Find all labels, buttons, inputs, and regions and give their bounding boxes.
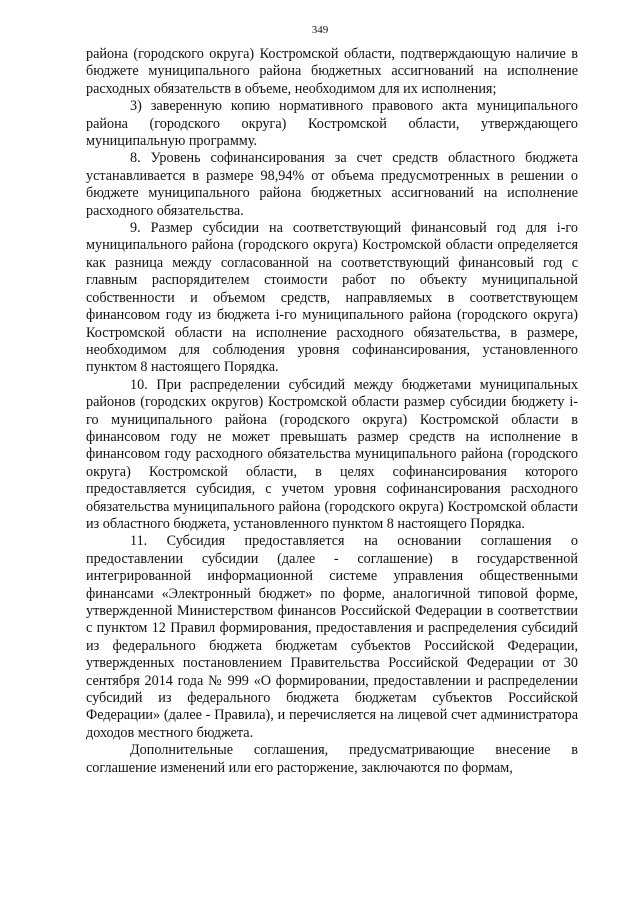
- paragraph-additional-agreements: Дополнительные соглашения, предусматривающие внесение в соглашение изменений или его расторжение, заключаются по формам,: [86, 742, 578, 776]
- paragraph-clause-8: 8. Уровень софинансирования за счет средств областного бюджета устанавливается в размере 98,94% от объема предусмотренных в решении о бюджете муниципального района бюджетных ассигнований на исполнение расходного обязательства.: [86, 150, 578, 219]
- paragraph-item-3: 3) заверенную копию нормативного правового акта муниципального района (городского округа) Костромской области, утверждающего муниципальную программу.: [86, 98, 578, 150]
- page-number: 349: [311, 24, 329, 36]
- document-body: [86, 46, 578, 777]
- paragraph-clause-11: 11. Субсидия предоставляется на основании соглашения о предоставлении субсидии (далее - соглашение) в государственной интегрированной информационной системе управления общественными финансами «Электронный бюджет» по форме, аналогичной типовой форме, утвержденной Министерством финансов Российской Федерации в соответствии с пунктом 12 Правил формирования, предоставления и распределения субсидий из федерального бюджета бюджетам субъектов Российской Федерации, утвержденных постановлением Правительства Российской Федерации от 30 сентября 2014 года № 999 «О формировании, предоставлении и распределении субсидий из федерального бюджета бюджетам субъектов Российской Федерации» (далее - Правила), и перечисляется на лицевой счет администратора доходов местного бюджета.: [86, 533, 578, 741]
- paragraph-continuation: района (городского округа) Костромской области, подтверждающую наличие в бюджете муниципального района бюджетных ассигнований на исполнение расходных обязательств в объеме, необходимом для их исполнения;: [86, 46, 578, 97]
- paragraph-clause-9: 9. Размер субсидии на соответствующий финансовый год для i-го муниципального района (городского округа) Костромской области определяется как разница между согласованной на соответствующий финансовый год с главным распорядителем стоимости работ по объекту муниципальной собственности и объемом средств, направляемых в соответствующем финансовом году из бюджета i-го муниципального района (городского округа) Костромской области на исполнение расходного обязательства, в размере, необходимом для соблюдения уровня софинансирования, установленного пунктом 8 настоящего Порядка.: [86, 220, 578, 376]
- paragraph-clause-10: 10. При распределении субсидий между бюджетами муниципальных районов (городских округов) Костромской области размер субсидии бюджету i-го муниципального района (городского округа) Костромской области в финансовом году не может превышать размер средств на исполнение в финансовом году расходного обязательства муниципального района (городского округа) Костромской области, в целях софинансирования которого предоставляется субсидия, с учетом уровня софинансирования расходного обязательства муниципального района (городского округа) Костромской области из областного бюджета, установленного пунктом 8 настоящего Порядка.: [86, 376, 578, 532]
